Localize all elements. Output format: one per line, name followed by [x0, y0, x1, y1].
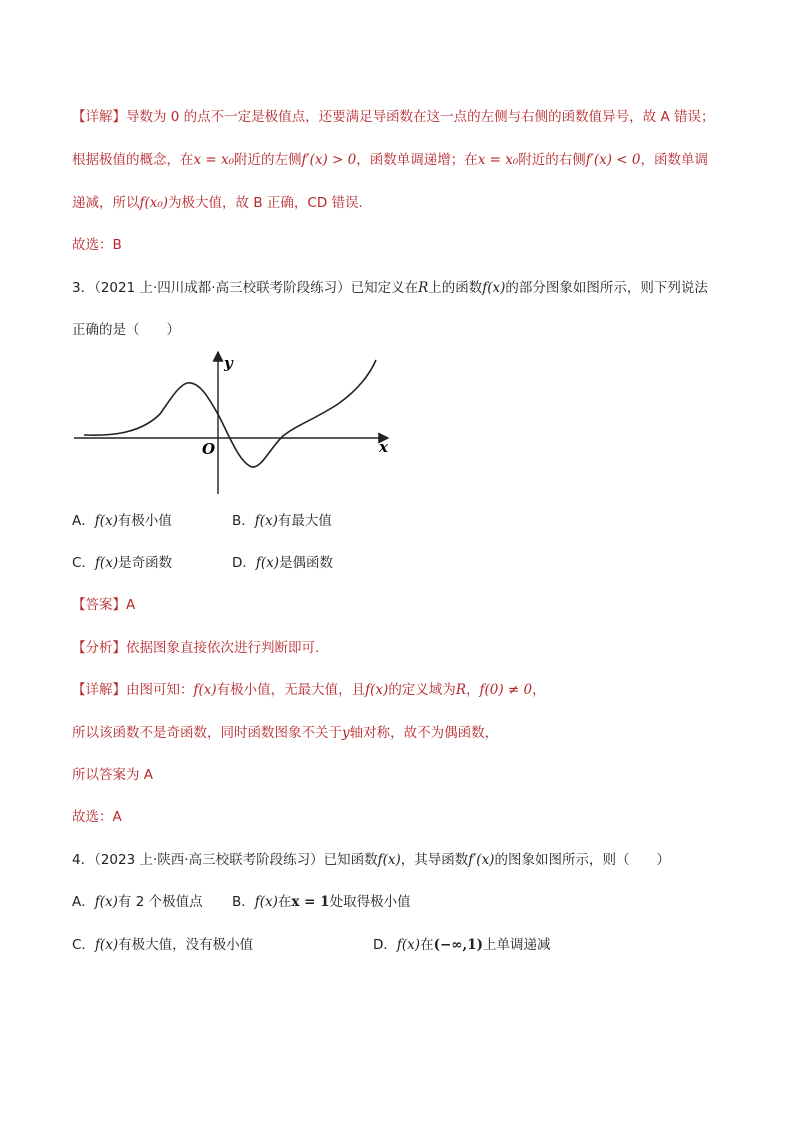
q3-option-a [72, 512, 172, 530]
math: f(x) [193, 682, 217, 698]
text: 的图象如图所示，则（ ） [494, 852, 670, 868]
q3-option-d [232, 554, 333, 572]
q3-function-graph [70, 348, 400, 500]
q4-option-c [72, 936, 253, 954]
p2-detail-line3 [72, 194, 372, 212]
function-curve [84, 360, 376, 467]
math: f′(x) [468, 852, 495, 868]
text: ， [465, 682, 480, 698]
answer-label: 【答案】 [72, 597, 126, 613]
math: f(x) [94, 937, 119, 953]
option-text: 是偶函数 [279, 555, 334, 571]
text: ， [532, 682, 546, 698]
q4-option-d [373, 936, 551, 954]
option-text: 有极大值，没有极小值 [118, 937, 254, 953]
p2-choose: 故选：B [72, 237, 122, 253]
option-label: D． [232, 555, 256, 571]
option-text: 上单调递减 [483, 937, 551, 953]
text: 为极大值，故 B 正确，CD 错误． [168, 195, 373, 211]
q4-option-a [72, 893, 203, 911]
math: (−∞,1) [433, 937, 483, 953]
x-axis-label: x [379, 438, 388, 456]
option-text: 在 [420, 937, 434, 953]
math: f(x) [377, 852, 401, 868]
option-label: C． [72, 555, 95, 571]
detail-label: 【详解】 [72, 682, 126, 698]
option-label: C． [72, 937, 95, 953]
option-text: 处取得极小值 [329, 894, 411, 910]
q3-option-c [72, 554, 172, 572]
q4-stem [72, 851, 670, 869]
q3-choose: 故选：A [72, 809, 122, 825]
answer-value: A [126, 597, 136, 613]
option-label: B． [232, 894, 255, 910]
math: R [455, 682, 466, 698]
text: ，函数单调递增；在 [356, 152, 478, 168]
option-label: B． [232, 513, 255, 529]
math: x = x₀ [193, 152, 235, 168]
math: f(x) [94, 513, 118, 529]
math: f(x) [254, 513, 278, 529]
math: y [342, 725, 350, 741]
text: 附近的右侧 [518, 152, 586, 168]
text: 3．（2021 上·四川成都·高三校联考阶段练习）已知定义在 [72, 280, 419, 296]
option-text: 有 2 个极值点 [117, 894, 203, 910]
q3-analysis [72, 639, 319, 657]
text: ，其导函数 [400, 852, 469, 868]
text: ，函数单调 [640, 152, 708, 168]
math: f(x) [365, 682, 389, 698]
math: f(x) [396, 937, 421, 953]
option-text: 是奇函数 [118, 555, 173, 571]
detail-text: 导数为 0 的点不一定是极值点，还要满足导函数在这一点的左侧与右侧的函数值异号，故 A 错误； [126, 109, 715, 125]
y-axis-label: y [224, 354, 233, 372]
math: f(0) ≠ 0 [479, 682, 533, 698]
analysis-label: 【分析】 [72, 640, 126, 656]
math: f(x₀) [139, 195, 169, 211]
origin-label: O [202, 440, 216, 458]
q3-answer [72, 596, 135, 614]
math: x = x₀ [477, 152, 519, 168]
q3-stem-line2: 正确的是（ ） [72, 322, 180, 338]
math: f′(x) > 0 [301, 152, 357, 168]
q3-detail-line3: 所以答案为 A [72, 767, 154, 783]
option-label: D． [373, 937, 397, 953]
text: 递减，所以 [72, 195, 140, 211]
q3-option-b [232, 512, 332, 530]
math: R [418, 280, 429, 296]
text: 所以该函数不是奇函数，同时函数图象不关于 [72, 725, 342, 741]
option-label: A． [72, 894, 95, 910]
q3-detail-line1 [72, 681, 546, 699]
option-text: 有最大值 [277, 513, 332, 529]
text: 的定义域为 [388, 682, 456, 698]
q3-detail-line2 [72, 724, 498, 742]
text: 上的函数 [428, 280, 483, 296]
text: 的部分图象如图所示，则下列说法 [505, 280, 708, 296]
math: f(x) [254, 894, 278, 910]
math: f(x) [482, 280, 506, 296]
math: f(x) [94, 894, 118, 910]
option-text: 有极小值 [117, 513, 172, 529]
p2-detail-line2 [72, 151, 708, 169]
math: f(x) [94, 555, 119, 571]
text: 由图可知： [126, 682, 194, 698]
p2-detail-line1 [72, 108, 715, 126]
text: 4．（2023 上·陕西·高三校联考阶段练习）已知函数 [72, 852, 378, 868]
option-label: A． [72, 513, 95, 529]
text: 根据极值的概念，在 [72, 152, 194, 168]
math: f′(x) < 0 [585, 152, 641, 168]
q4-option-b [232, 893, 411, 911]
text: 有极小值，无最大值，且 [216, 682, 366, 698]
math: f(x) [255, 555, 280, 571]
q3-stem [72, 279, 708, 297]
text: 附近的左侧 [234, 152, 302, 168]
option-text: 在 [277, 894, 292, 910]
analysis-text: 依据图象直接依次进行判断即可. [126, 640, 320, 656]
math: x = 1 [291, 894, 330, 910]
detail-label: 【详解】 [72, 109, 126, 125]
text: 轴对称，故不为偶函数， [349, 725, 499, 741]
